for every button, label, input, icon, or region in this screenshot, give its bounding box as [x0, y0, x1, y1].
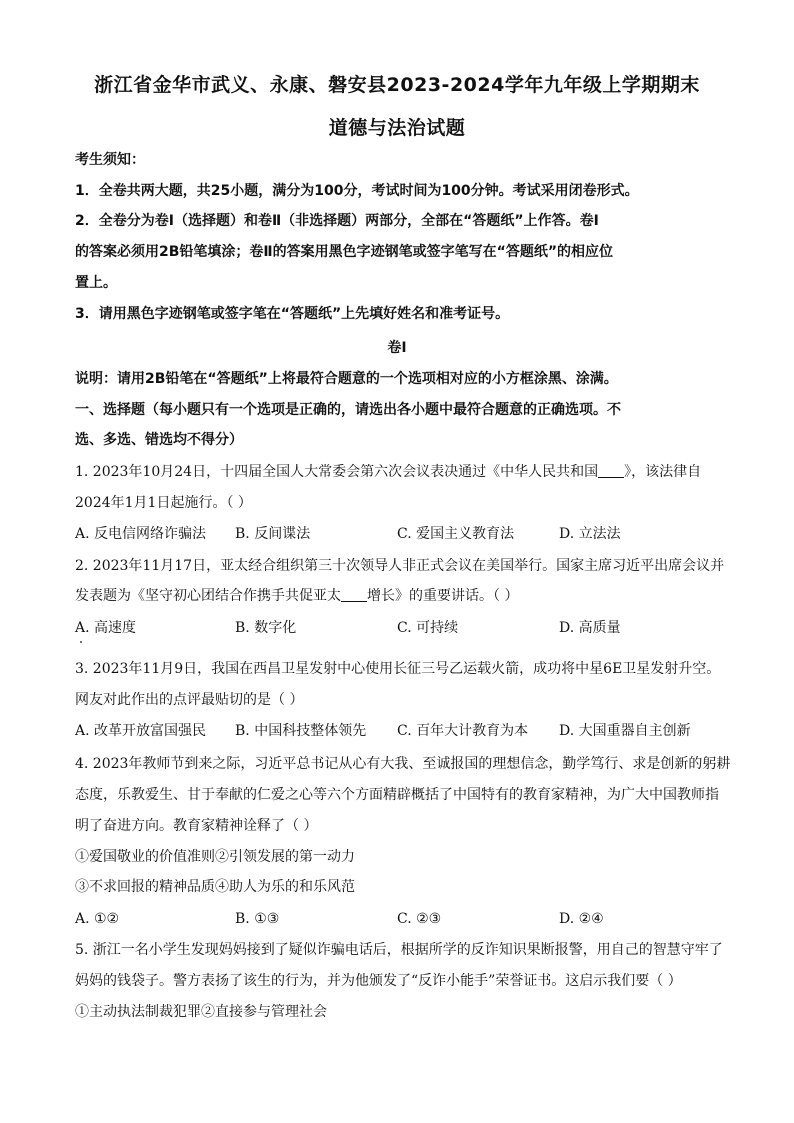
volume-1-instruction: 说明：请用2B铅笔在“答题纸”上将最符合题意的一个选项相对应的小方框涂黑、涂满。: [75, 371, 618, 387]
notice-item-2-line-3: 置上。: [75, 275, 117, 291]
question-3-line-2: 网友对此作出的点评最贴切的是（ ）: [75, 692, 304, 708]
notice-item-2-line-1: 2．全卷分为卷Ⅰ（选择题）和卷Ⅱ（非选择题）两部分，全部在“答题纸”上作答。卷Ⅰ: [75, 213, 599, 229]
section-1-heading-line-1: 一、选择题（每小题只有一个选项是正确的，请选出各小题中最符合题意的正确选项。不: [75, 402, 621, 418]
question-1-options: [75, 524, 735, 544]
answer-blank: [341, 587, 367, 602]
question-4-line-3: 明了奋进方向。教育家精神诠释了（ ）: [75, 818, 318, 834]
question-4-choice-line-2: ③不求回报的精神品质④助人为乐的和乐风范: [75, 879, 355, 895]
option-b: B. ①③: [235, 911, 280, 927]
exam-title-line1: 浙江省金华市武义、永康、磐安县2023-2024学年九年级上学期期末: [94, 74, 700, 96]
option-c: C. 可持续: [397, 620, 459, 636]
volume-1-label: 卷Ⅰ: [387, 340, 407, 356]
question-5-line-1: 5. 浙江一名小学生发现妈妈接到了疑似诈骗电话后，根据所学的反诈知识果断报警，用自己的智慧守牢了: [75, 942, 723, 958]
question-1-line-1: [75, 462, 735, 482]
option-c: C. 爱国主义教育法: [397, 526, 515, 542]
question-4-choice-line-1: ①爱国敬业的价值准则②引领发展的第一动力: [75, 849, 355, 865]
option-d: D. 立法法: [559, 526, 621, 542]
notice-item-3: 3．请用黑色字迹钢笔或签字笔在“答题纸”上先填好姓名和准考证号。: [75, 306, 510, 322]
question-5-choice-line-1: ①主动执法制裁犯罪②直接参与管理社会: [75, 1004, 327, 1020]
option-a: A. 改革开放富国强民: [75, 723, 207, 739]
question-4-line-2: 态度，乐教爱生、甘于奉献的仁爱之心等六个方面精辟概括了中国特有的教育家精神，为广大中国教师指: [75, 787, 719, 803]
notice-item-1: 1．全卷共两大题，共25小题，满分为100分，考试时间为100分钟。考试采用闭卷形式。: [75, 183, 639, 199]
option-b: B. 中国科技整体领先: [235, 723, 367, 739]
option-c: C. 百年大计教育为本: [397, 723, 529, 739]
question-1-text-b: 》，该法律自: [624, 464, 702, 480]
question-2-text-a: 发表题为《坚守初心团结合作携手共促亚太: [75, 588, 341, 604]
option-d: D. 大国重器自主创新: [559, 723, 691, 739]
stray-dot: [80, 641, 82, 643]
question-2-options: [75, 618, 735, 638]
option-a: A. ①②: [75, 911, 120, 927]
question-4-options: [75, 909, 735, 929]
option-d: D. 高质量: [559, 620, 621, 636]
option-a: A. 反电信网络诈骗法: [75, 526, 207, 542]
question-2-line-1: 2. 2023年11月17日，亚太经合组织第三十次领导人非正式会议在美国举行。国家主席习近平出席会议并: [75, 558, 725, 574]
option-d: D. ②④: [559, 911, 604, 927]
option-c: C. ②③: [397, 911, 442, 927]
section-1-heading-line-2: 选、多选、错选均不得分）: [75, 432, 243, 448]
question-1-line-2: 2024年1月1日起施行。（ ）: [75, 495, 252, 511]
question-2-text-b: 增长》的重要讲话。（ ）: [367, 588, 519, 604]
notice-heading: 考生须知：: [75, 152, 145, 168]
answer-blank: [598, 463, 624, 478]
question-1-text-a: 1. 2023年10月24日，十四届全国人大常委会第六次会议表决通过《中华人民共和国: [75, 464, 599, 480]
question-5-line-2: 妈妈的钱袋子。警方表扬了该生的行为，并为他颁发了“反诈小能手”荣誉证书。这启示我们要（ ）: [75, 973, 682, 989]
option-b: B. 数字化: [235, 620, 297, 636]
option-a: A. 高速度: [75, 620, 137, 636]
exam-title-line2: 道德与法治试题: [328, 117, 466, 139]
notice-item-2-line-2: 的答案必须用2B铅笔填涂；卷Ⅱ的答案用黑色字迹钢笔或签字笔写在“答题纸”的相应位: [75, 244, 614, 260]
question-2-line-2: [75, 586, 735, 606]
question-4-line-1: 4. 2023年教师节到来之际，习近平总书记从心有大我、至诚报国的理想信念，勤学笃行、求是创新的躬耕: [75, 756, 731, 772]
question-3-options: [75, 721, 735, 741]
option-b: B. 反间谍法: [235, 526, 311, 542]
question-3-line-1: 3. 2023年11月9日，我国在西昌卫星发射中心使用长征三号乙运载火箭，成功将中星6E卫星发射升空。: [75, 661, 721, 677]
